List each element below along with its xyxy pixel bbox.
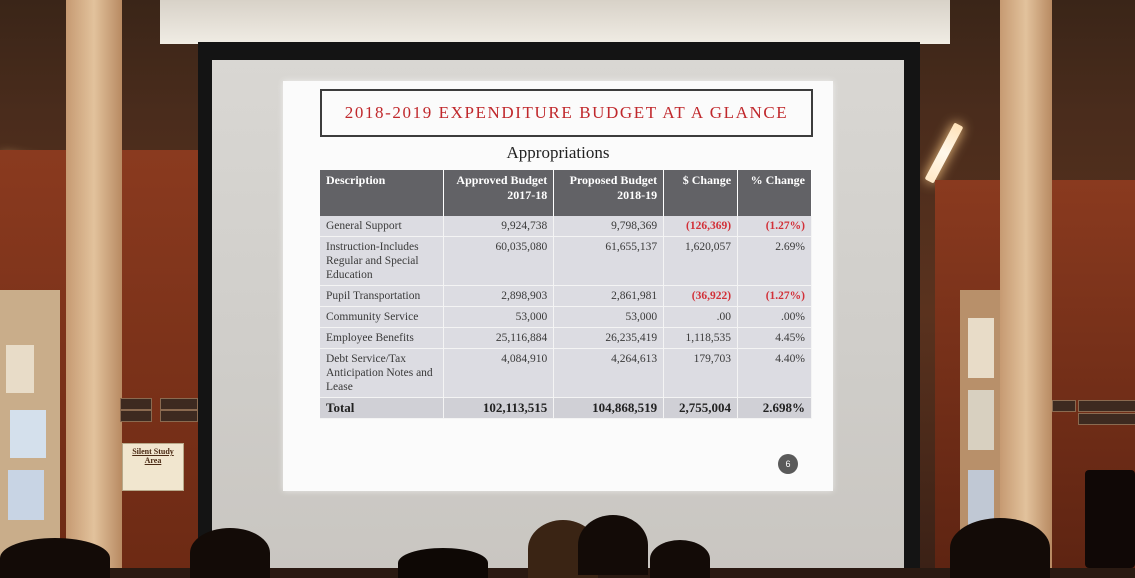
approved-value: 25,116,884	[444, 328, 554, 349]
budget-table	[320, 170, 812, 419]
audience-head	[1085, 470, 1135, 568]
dollar-change-value: 179,703	[664, 349, 738, 398]
table-row	[320, 216, 812, 237]
column-header: Proposed Budget 2018-19	[554, 170, 664, 216]
screen-housing	[160, 0, 950, 44]
audience-head	[650, 540, 710, 578]
percent-change-value: 4.40%	[738, 349, 812, 398]
total-row	[320, 398, 812, 419]
books-right-1	[968, 318, 994, 378]
wall-plaque-right-2	[1078, 413, 1135, 425]
approved-value: 53,000	[444, 307, 554, 328]
audience-head	[398, 548, 488, 578]
wall-plaque-right	[1078, 400, 1135, 412]
table-row	[320, 307, 812, 328]
proposed-value: 53,000	[554, 307, 664, 328]
wall-plaque-left-3	[120, 410, 152, 422]
proposed-value: 61,655,137	[554, 237, 664, 286]
presentation-slide	[283, 81, 833, 491]
table-row	[320, 328, 812, 349]
percent-change-value: (1.27%)	[738, 286, 812, 307]
sign-title: Silent Study Area	[132, 447, 174, 465]
table-row	[320, 349, 812, 398]
row-description: Instruction-Includes Regular and Special Education	[320, 237, 444, 286]
proposed-value: 2,861,981	[554, 286, 664, 307]
row-description: Pupil Transportation	[320, 286, 444, 307]
total-proposed: 104,868,519	[554, 398, 664, 419]
books-right-2	[968, 390, 994, 450]
table-row	[320, 237, 812, 286]
silent-study-sign	[122, 443, 184, 491]
row-description: Community Service	[320, 307, 444, 328]
column-header: $ Change	[664, 170, 738, 216]
wall-plaque-right-3	[1052, 400, 1076, 412]
slide-title-box	[320, 89, 813, 137]
table-row	[320, 286, 812, 307]
proposed-value: 9,798,369	[554, 216, 664, 237]
dollar-change-value: (36,922)	[664, 286, 738, 307]
table-header-row	[320, 170, 812, 216]
proposed-value: 26,235,419	[554, 328, 664, 349]
books-left-2	[10, 410, 46, 458]
slide-title: 2018-2019 EXPENDITURE BUDGET AT A GLANCE	[344, 103, 789, 122]
percent-change-value: (1.27%)	[738, 216, 812, 237]
pillar-left	[66, 0, 122, 568]
dollar-change-value: 1,118,535	[664, 328, 738, 349]
row-description: General Support	[320, 216, 444, 237]
approved-value: 2,898,903	[444, 286, 554, 307]
approved-value: 9,924,738	[444, 216, 554, 237]
slide-page-number: 6	[778, 454, 798, 474]
audience-head	[578, 515, 648, 575]
row-description: Debt Service/Tax Anticipation Notes and Lease	[320, 349, 444, 398]
slide-subtitle: Appropriations	[506, 143, 610, 162]
percent-change-value: 2.69%	[738, 237, 812, 286]
dollar-change-value: (126,369)	[664, 216, 738, 237]
books-left-1	[6, 345, 34, 393]
approved-value: 60,035,080	[444, 237, 554, 286]
approved-value: 4,084,910	[444, 349, 554, 398]
audience-head	[0, 538, 110, 578]
dollar-change-value: .00	[664, 307, 738, 328]
dollar-change-value: 1,620,057	[664, 237, 738, 286]
audience-head	[190, 528, 270, 578]
percent-change-value: 4.45%	[738, 328, 812, 349]
wall-plaque-left	[120, 398, 152, 410]
row-description: Employee Benefits	[320, 328, 444, 349]
column-header: Description	[320, 170, 444, 216]
wall-plaque-left-4	[160, 410, 198, 422]
proposed-value: 4,264,613	[554, 349, 664, 398]
total-label: Total	[320, 398, 444, 419]
wall-plaque-left-2	[160, 398, 198, 410]
total-percent-change: 2.698%	[738, 398, 812, 419]
percent-change-value: .00%	[738, 307, 812, 328]
column-header: Approved Budget 2017-18	[444, 170, 554, 216]
pillar-right	[1000, 0, 1052, 568]
books-left-3	[8, 470, 44, 520]
audience-head	[950, 518, 1050, 578]
column-header: % Change	[738, 170, 812, 216]
total-dollar-change: 2,755,004	[664, 398, 738, 419]
total-approved: 102,113,515	[444, 398, 554, 419]
